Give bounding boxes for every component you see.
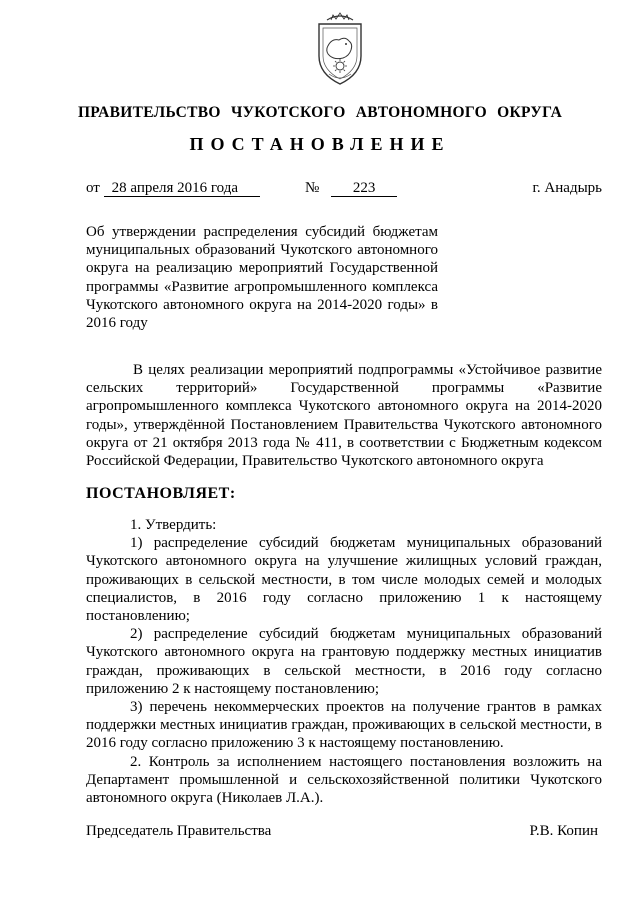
resolution-items <box>86 516 602 807</box>
resolution-item: 3) перечень некоммерческих проектов на получение грантов в рамках поддержки местных инициатив граждан, проживающих в сельской местности, в 2016 году согласно приложению 3 к настоящему постановлению. <box>86 699 602 752</box>
document-subject: Об утверждении распределения субсидий бюджетам муниципальных образований Чукотского автономного округа на реализацию мероприятий Государственной программы «Развитие агропромышленного комплекса Чукотского автономного округа на 2014-2020 годы» в 2016 году <box>86 224 438 332</box>
signatory-name: Р.В. Копин <box>529 823 598 839</box>
date-label: от <box>86 180 100 196</box>
resolve-heading: ПОСТАНОВЛЯЕТ: <box>86 485 236 502</box>
resolution-item: 2) распределение субсидий бюджетам муниципальных образований Чукотского автономного округа на грантовую поддержку местных инициатив граждан, проживающих в сельской местности, в 2016 году согласно приложению 2 к настоящему постановлению; <box>86 626 602 697</box>
document-city: г. Анадырь <box>532 180 602 196</box>
number-label: № <box>305 180 320 196</box>
resolution-item: 1. Утвердить: <box>130 517 217 533</box>
government-title: ПРАВИТЕЛЬСТВО ЧУКОТСКОГО АВТОНОМНОГО ОКРУГА <box>77 104 563 121</box>
preamble-paragraph: В целях реализации мероприятий подпрограммы «Устойчивое развитие сельских территорий» Государственной программы «Развитие агропромышленного комплекса Чукотского автономного округа на 2014-2020 годы», утверждённой Постановлением Правительства Чукотского автономного округа от 21 октября 2013 года № 411, в соответствии с Бюджетным кодексом Российской Федерации, Правительство Чукотского автономного округа <box>86 362 602 470</box>
chukotka-coat-of-arms-icon <box>305 8 375 92</box>
resolution-item: 2. Контроль за исполнением настоящего постановления возложить на Департамент промышленной и сельскохозяйственной политики Чукотского автономного округа (Николаев Л.А.). <box>86 753 602 807</box>
date-value: 28 апреля 2016 года <box>104 180 260 197</box>
signatory-position: Председатель Правительства <box>86 823 272 839</box>
number-value: 223 <box>331 180 397 197</box>
resolution-item: 1) распределение субсидий бюджетам муниципальных образований Чукотского автономного округа на улучшение жилищных условий граждан, проживающих в сельской местности, в том числе молодых семей и молодых специалистов, в 2016 году согласно приложению 1 к настоящему постановлению; <box>86 535 602 625</box>
document-number <box>305 180 397 197</box>
document-date <box>86 180 260 197</box>
document-type-title: ПОСТАНОВЛЕНИЕ <box>189 134 451 154</box>
